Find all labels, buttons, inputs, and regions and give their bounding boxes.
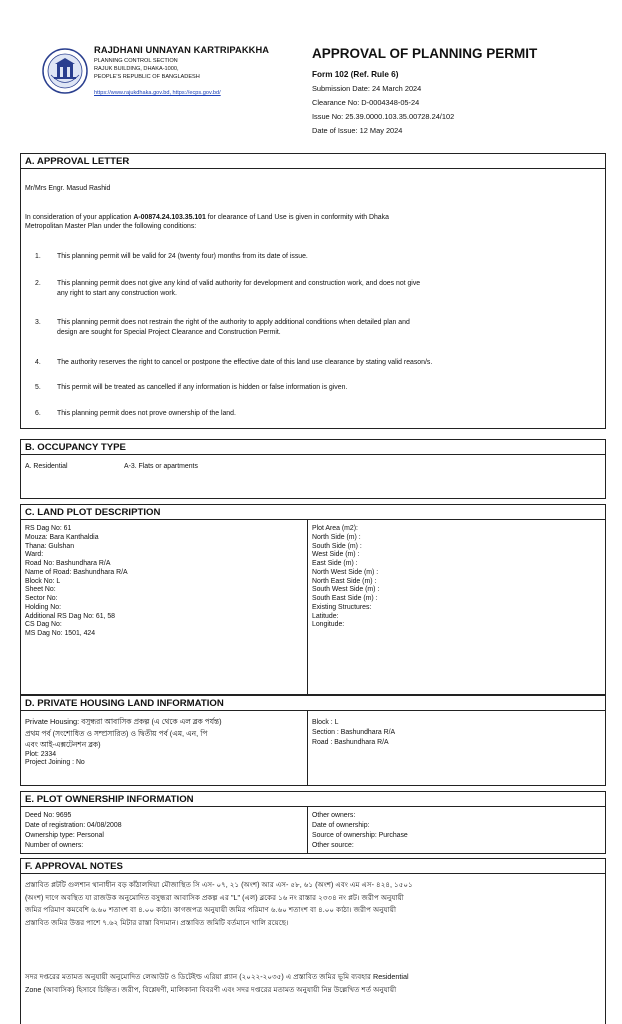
land-plot-left-column <box>25 525 128 639</box>
date-of-issue: Date of Issue: 12 May 2024 <box>312 126 403 135</box>
field-line: Number of owners: <box>25 842 84 849</box>
approval-notes-heading: F. APPROVAL NOTES <box>21 859 605 874</box>
issue-number: Issue No: 25.39.0000.103.35.00728.24/102 <box>312 112 455 121</box>
field-line: Ownership type: Personal <box>25 832 104 839</box>
field-line: Plot: 2334 <box>25 750 57 758</box>
form-number: Form 102 (Ref. Rule 6) <box>312 70 399 79</box>
organization-section: PLANNING CONTROL SECTION <box>94 58 178 64</box>
plot-ownership-section <box>20 791 606 854</box>
field-line: Block : L <box>312 719 339 726</box>
field-line: Other owners: <box>312 812 356 819</box>
organization-address: RAJUK BUILDING, DHAKA-1000, <box>94 66 179 72</box>
land-plot-right-column <box>312 525 379 630</box>
document-title: APPROVAL OF PLANNING PERMIT <box>312 46 538 61</box>
occupancy-type-heading: B. OCCUPANCY TYPE <box>21 440 605 455</box>
field-line: Thana: Gulshan <box>25 542 75 550</box>
application-intro: In consideration of your application A-00874.24.103.35.101 for clearance of Land Use is given in conformity with Dhaka <box>25 214 389 221</box>
field-line: Mouza: Bara Kanthaldia <box>25 533 99 541</box>
field-line: Existing Structures: <box>312 603 372 611</box>
field-line: Source of ownership: Purchase <box>312 832 408 839</box>
rajuk-seal-logo <box>42 48 88 94</box>
field-line: Date of registration: 04/08/2008 <box>25 822 122 829</box>
column-divider <box>307 711 308 785</box>
field-line: Road No: Bashundhara R/A <box>25 560 111 567</box>
private-housing-right-column <box>312 718 395 748</box>
field-line: East Side (m) : <box>312 560 358 567</box>
organization-links[interactable]: https://www.rajukdhaka.gov.bd, https://ecps.gov.bd/ <box>94 90 221 96</box>
column-divider <box>307 807 308 853</box>
private-housing-section <box>20 695 606 786</box>
organization-name: RAJDHANI UNNAYAN KARTRIPAKKHA <box>94 45 270 55</box>
occupancy-type: A. Residential <box>25 463 68 470</box>
field-line: Holding No: <box>25 603 62 611</box>
field-line: Name of Road: Bashundhara R/A <box>25 568 128 576</box>
application-number: A-00874.24.103.35.101 <box>133 214 206 221</box>
field-line: এবং আই-এক্সটেনশন ব্লক) <box>25 740 101 749</box>
approval-letter-section: A. APPROVAL LETTER Mr/Mrs Engr. Masud Rashid In consideration of your application A-00874.24.103.35.101 for clearance of Land Use is given in conformity with Dhaka Metropolitan Master Plan under the following conditions: 1. This planning permit will be valid for 24 (twenty four) months from its date of issue. 2. This planning permit does not give any kind of valid authority for development and construction work, and does not give any right to start any construction work. 3. This planning permit does not restrain the right of the authority to apply additional conditions when detailed plan and design are sought for Special Project Clearance and Construction Permit. 4. The authority reserves the right to cancel or postpone the effective date of this land use clearance by stating valid reason/s. 5. This permit will be treated as cancelled if any information is hidden or false information is given. 6. This planning permit does not prove ownership of the land. <box>20 153 606 429</box>
private-housing-left-column <box>25 716 222 768</box>
column-divider <box>307 520 308 694</box>
recipient-salutation: Mr/Mrs Engr. Masud Rashid <box>25 185 111 192</box>
field-line: Road : Bashundhara R/A <box>312 739 389 746</box>
land-plot-heading: C. LAND PLOT DESCRIPTION <box>21 505 605 520</box>
field-line: Deed No: 9695 <box>25 812 72 819</box>
field-line: West Side (m) : <box>312 551 360 559</box>
field-line: Date of ownership: <box>312 822 370 829</box>
field-line: Other source: <box>312 842 354 849</box>
field-line: North East Side (m) : <box>312 577 377 585</box>
field-line: CS Dag No: <box>25 621 62 629</box>
field-line: Sector No: <box>25 595 58 602</box>
approval-notes-section <box>20 858 606 1024</box>
approval-notes-paragraph: প্রস্তাবিত প্লটটি গুলশান থানাধীন বড় কাঁঠালদিয়া মৌজাস্থিত সি এস- ০৭, ২১ (অংশ) আর এস- ৫৮, ৬১ (অংশ) এবং এম এস- ৪২৪, ১৫০১ (অংশ) দাগে অবস্থিত যা রাজউক অনুমোদিত বসুন্ধরা আবাসিক প্রকল্প এর "L" (এল) ব্লকের ১৬ নং রাস্তার ২৩৩৪ নং প্লট। জরীপ অনুযায়ী জমির পরিমাণ কমবেশি ৬.৬০ শতাংশ বা ৪.০০ কাঠা। কাগজপত্র অনুযায়ী জমির পরিমাণ ৬.৬০ শতাংশ বা ৪.০০ কাঠা। জরীপ অনুযায়ী প্রস্তাবিত জমির উত্তর পাশে ৭.৬২ মিটার রাস্তা বিদ্যমান। প্রস্তাবিত জমিটি বর্তমানে খালি রয়েছে। <box>25 880 413 927</box>
plot-ownership-right-column <box>312 811 408 851</box>
field-line: North Side (m) : <box>312 533 361 541</box>
occupancy-type-section <box>20 439 606 499</box>
field-line: North West Side (m) : <box>312 568 379 576</box>
field-line: Plot Area (m2): <box>312 525 358 532</box>
approval-notes-paragraph: সদর দপ্তরের মতামত অনুযায়ী অনুমোদিত লেআউট ও ডিটেইল্ড এরিয়া প্ল্যান (২০২২-২০৩৫) এ প্রস্তাবিত জমির ভূমি ব্যবহার Residential Zone (আবাসিক) হিসাবে চিহ্নিত। জরীপ, বিশ্লেষণী, মালিকানা বিবরণী এবং সদর দপ্তরের মতামত অনুযায়ী নিম্ন উল্লেখিত শর্ত অনুযায়ী <box>25 972 409 994</box>
field-line: Additional RS Dag No: 61, 58 <box>25 612 116 620</box>
private-housing-heading: D. PRIVATE HOUSING LAND INFORMATION <box>21 696 605 711</box>
field-line: MS Dag No: 1501, 424 <box>25 630 96 637</box>
document-header <box>0 0 622 150</box>
field-line: প্রথম পর্ব (সংশোধিত ও সম্প্রসারিত) ও দ্বিতীয় পর্ব (এম, এন, পি <box>25 728 208 738</box>
field-line: Latitude: <box>312 612 339 620</box>
plot-ownership-left-column <box>25 811 122 851</box>
field-line: Private Housing: বসুন্ধরা আবাসিক প্রকল্প (এ থেকে এল ব্লক পর্যন্ত) <box>25 717 222 726</box>
field-line: South East Side (m) : <box>312 595 378 602</box>
clearance-number: Clearance No: D-0004348-05-24 <box>312 98 420 107</box>
field-line: Sheet No: <box>25 586 56 594</box>
field-line: South West Side (m) : <box>312 586 380 594</box>
field-line: South Side (m) : <box>312 542 362 550</box>
field-line: Longitude: <box>312 621 345 629</box>
field-line: Section : Bashundhara R/A <box>312 729 396 736</box>
organization-country: PEOPLE'S REPUBLIC OF BANGLADESH <box>94 74 200 80</box>
application-intro-continued: Metropolitan Master Plan under the following conditions: <box>25 223 197 230</box>
field-line: Ward: <box>25 551 44 559</box>
plot-ownership-heading: E. PLOT OWNERSHIP INFORMATION <box>21 792 605 807</box>
approval-letter-heading: A. APPROVAL LETTER <box>21 154 605 169</box>
occupancy-subtype: A-3. Flats or apartments <box>124 463 198 470</box>
field-line: RS Dag No: 61 <box>25 525 72 532</box>
submission-date: Submission Date: 24 March 2024 <box>312 84 422 93</box>
land-plot-section <box>20 504 606 695</box>
field-line: Block No: L <box>25 577 61 585</box>
field-line: Project Joining : No <box>25 759 85 767</box>
